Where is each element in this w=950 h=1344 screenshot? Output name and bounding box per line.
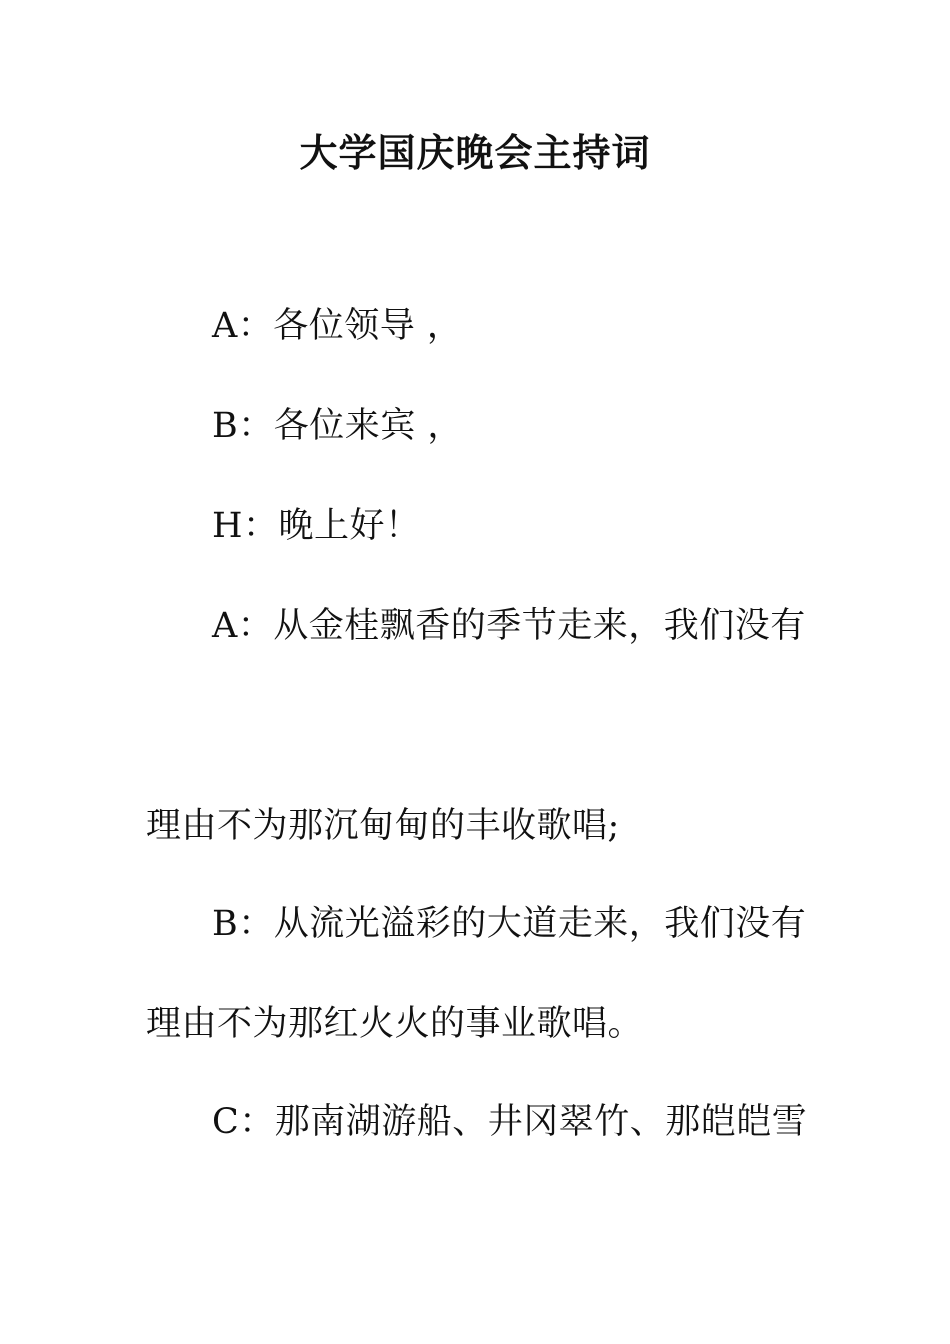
- document-title: 大学国庆晚会主持词: [299, 130, 651, 175]
- speech-line: B：各位来宾 ，: [212, 406, 463, 446]
- speech-line-continuation: 理由不为那沉甸甸的丰收歌唱;: [146, 806, 620, 846]
- speech-line-continuation: 理由不为那红火火的事业歌唱。: [146, 1004, 644, 1044]
- speech-line: C：那南湖游船、井冈翠竹、那皑皑雪: [212, 1102, 808, 1142]
- speech-line: H：晚上好！: [212, 506, 421, 546]
- speech-line: A：各位领导 ，: [212, 306, 463, 346]
- speech-line: A：从金桂飘香的季节走来，我们没有: [212, 606, 806, 646]
- speech-line: B：从流光溢彩的大道走来，我们没有: [212, 904, 807, 944]
